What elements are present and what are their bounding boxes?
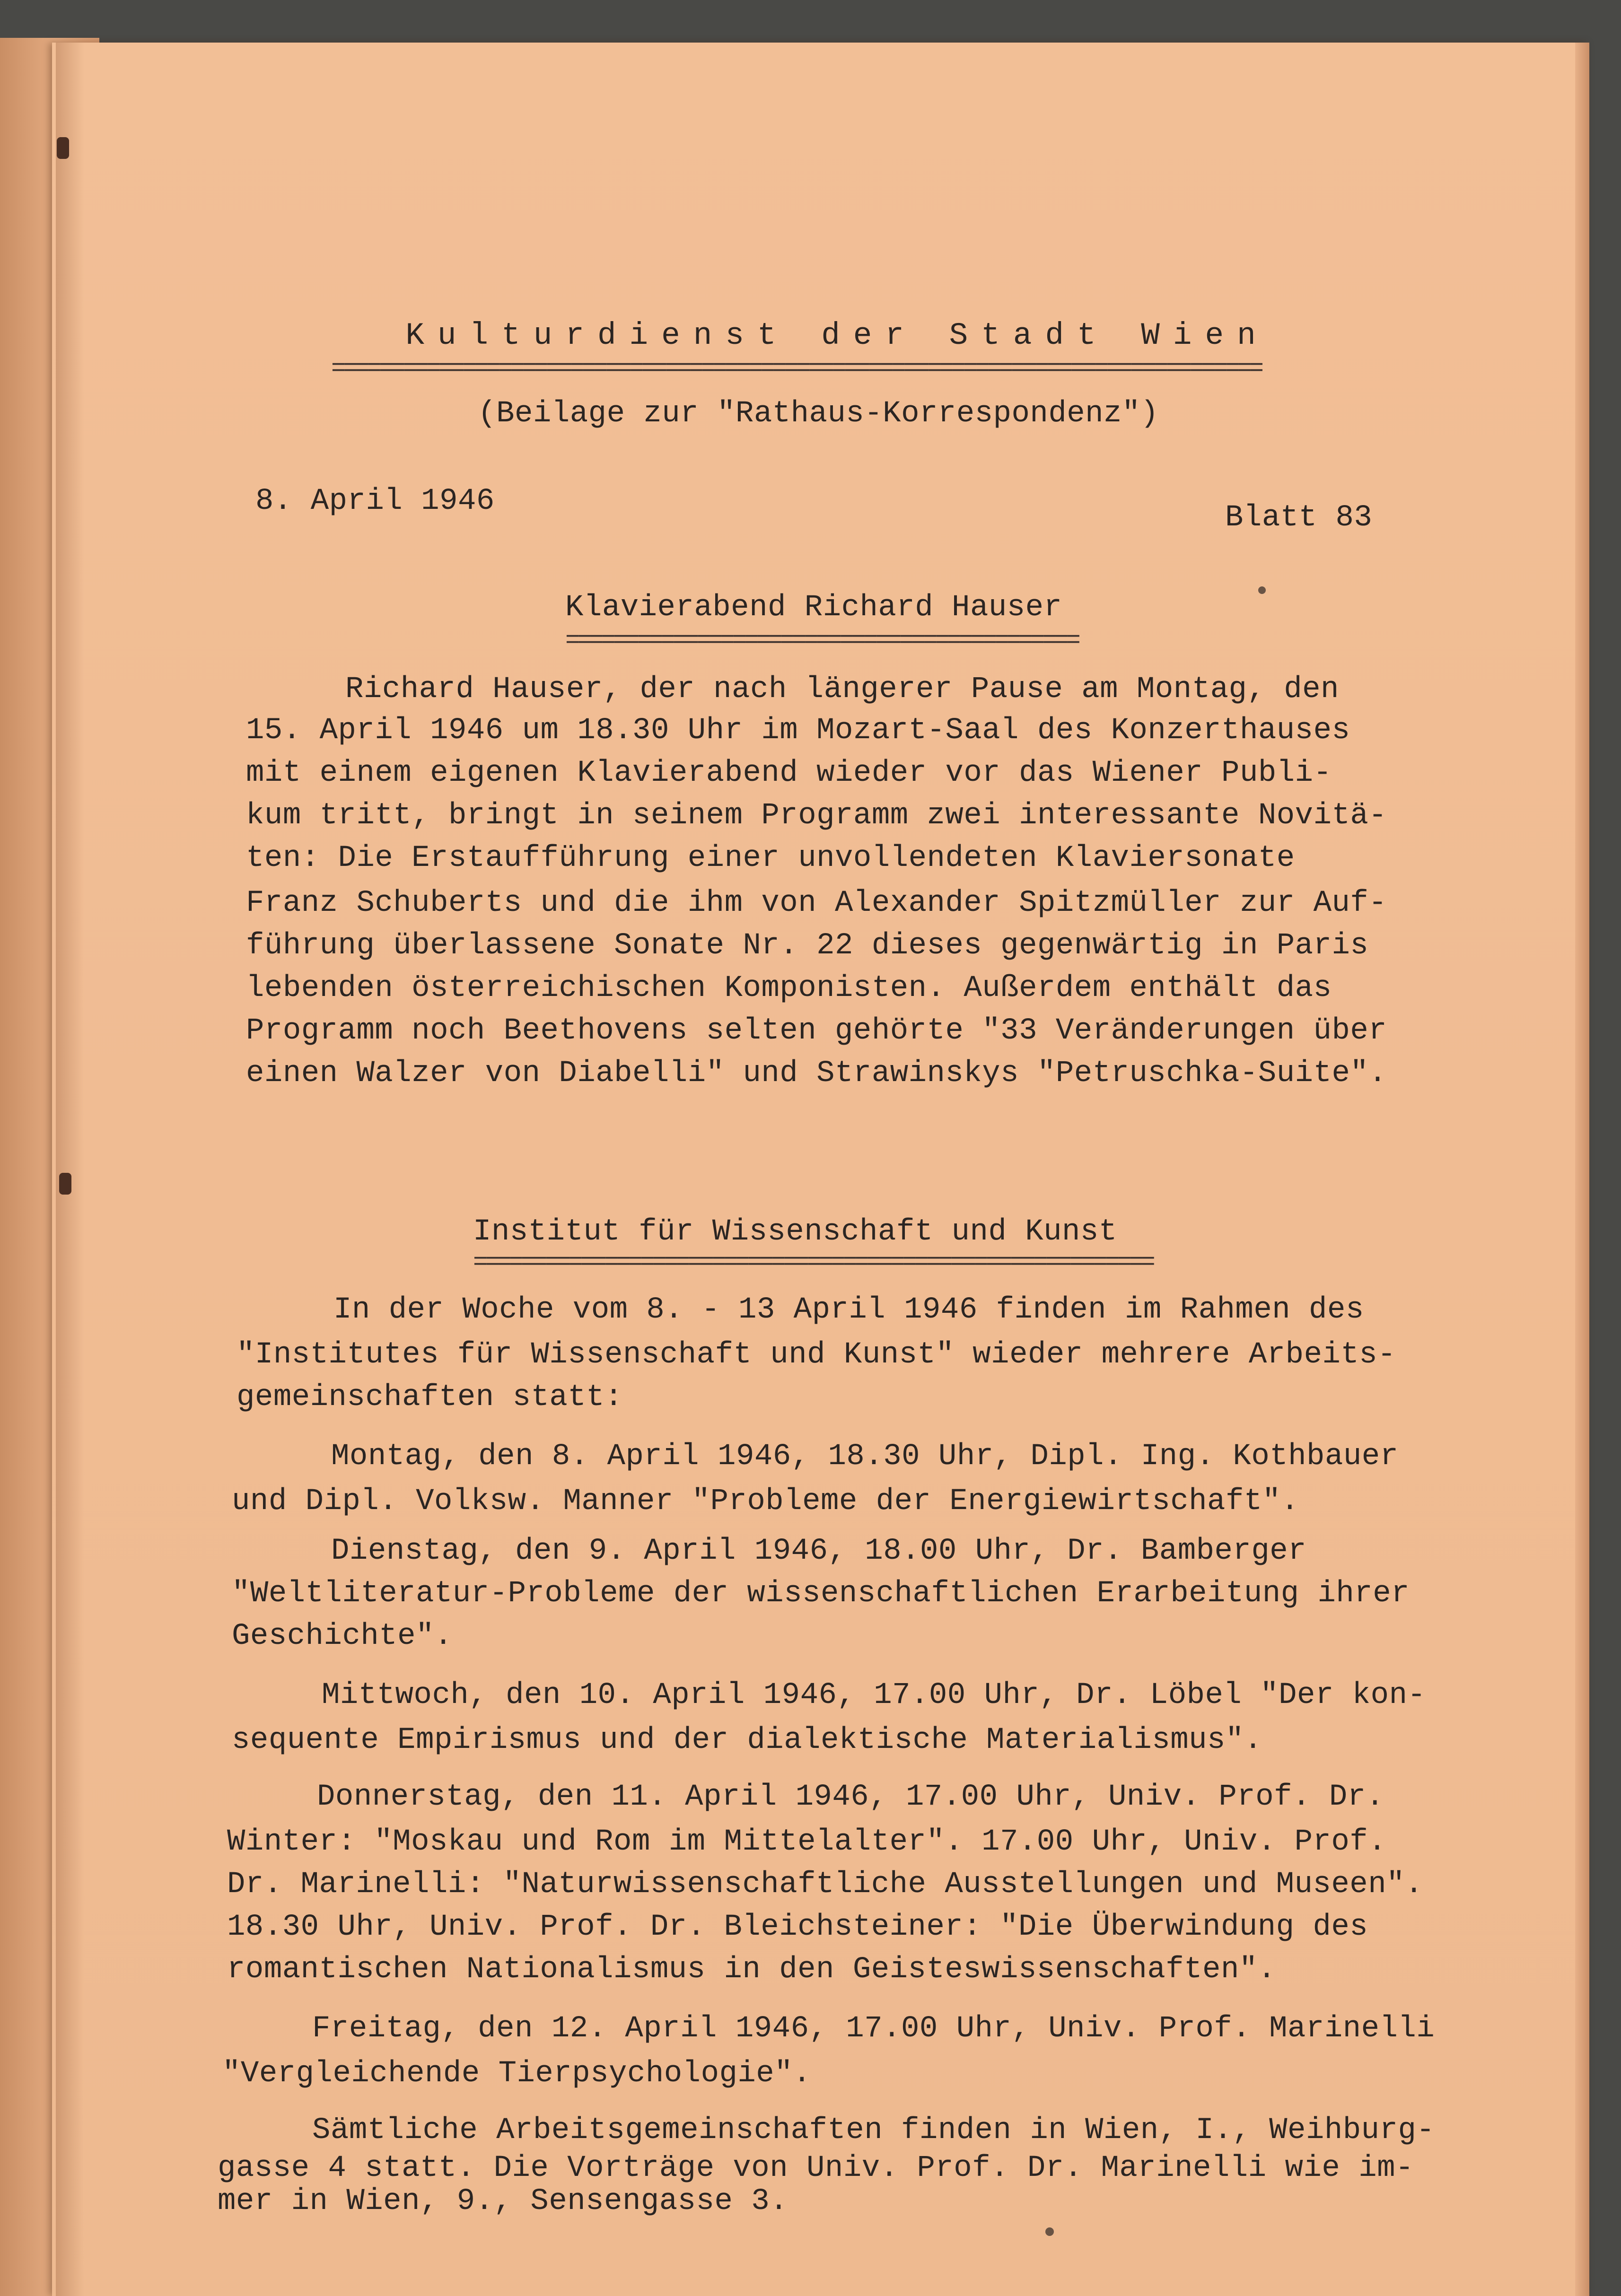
ink-spot [1045,2227,1054,2236]
paper-right-edge [1575,43,1589,2296]
masthead-title: Kulturdienst der Stadt Wien [405,318,1269,353]
article-line: In der Woche vom 8. - 13 April 1946 finden im Rahmen des [333,1293,1364,1327]
staple-hole [57,137,69,159]
article-line: Programm noch Beethovens selten gehörte "33 Veränderungen über [246,1014,1387,1048]
issue-date: 8. April 1946 [255,484,495,518]
article-line: Mittwoch, den 10. April 1946, 17.00 Uhr, Dr. Löbel "Der kon- [322,1678,1426,1712]
ink-spot [1258,586,1266,594]
article-line: mit einem eigenen Klavierabend wieder vor das Wiener Publi- [246,756,1332,790]
article-line: kum tritt, bringt in seinem Programm zwei interessante Novitä- [246,799,1387,833]
article-line: Winter: "Moskau und Rom im Mittelalter". 17.00 Uhr, Univ. Prof. [227,1825,1387,1859]
heading-underline: ========================================================= [473,1248,1153,1276]
article-line: mer in Wien, 9., Sensengasse 3. [218,2184,789,2218]
article-line: sequente Empirismus und der dialektische Materialismus". [232,1723,1262,1757]
article-line: Montag, den 8. April 1946, 18.30 Uhr, Dipl. Ing. Kothbauer [331,1440,1399,1474]
article-line: romantischen Nationalismus in den Geisteswissenschaften". [227,1953,1276,1987]
article-line: Dienstag, den 9. April 1946, 18.00 Uhr, Dr. Bamberger [331,1534,1307,1568]
article-line: 18.30 Uhr, Univ. Prof. Dr. Bleichsteiner: "Die Überwindung des [227,1910,1368,1944]
heading-underline: =========================================== [565,627,1078,655]
article-heading: Klavierabend Richard Hauser [565,591,1062,625]
article-line: Richard Hauser, der nach längerer Pause am Montag, den [345,672,1339,707]
article-line: Geschichte". [232,1619,453,1653]
article-line: einen Walzer von Diabelli" und Strawinskys "Petruschka-Suite". [246,1056,1387,1091]
staple-hole [59,1173,71,1195]
article-line: gemeinschaften statt: [237,1380,623,1414]
article-line: Dr. Marinelli: "Naturwissenschaftliche Ausstellungen und Museen". [227,1868,1423,1902]
article-line: lebenden österreichischen Komponisten. Außerdem enthält das [246,971,1332,1005]
binding-fold [56,43,84,2296]
article-line: und Dipl. Volksw. Manner "Probleme der Energiewirtschaft". [232,1484,1299,1519]
masthead-subtitle: (Beilage zur "Rathaus-Korrespondenz") [478,397,1159,431]
article-line: Sämtliche Arbeitsgemeinschaften finden in Wien, I., Weihburg- [312,2113,1435,2148]
article-line: 15. April 1946 um 18.30 Uhr im Mozart-Saal des Konzerthauses [246,714,1350,748]
article-line: Freitag, den 12. April 1946, 17.00 Uhr, Univ. Prof. Marinelli [312,2012,1435,2046]
masthead-underline: ============================================================================== [331,355,1261,383]
article-line: Franz Schuberts und die ihm von Alexander Spitzmüller zur Auf- [246,886,1387,920]
article-line: "Weltliteratur-Probleme der wissenschaftlichen Erarbeitung ihrer [232,1577,1410,1611]
article-line: ten: Die Erstaufführung einer unvollendeten Klaviersonate [246,841,1295,875]
article-line: "Vergleichende Tierpsychologie". [222,2057,811,2091]
article-line: gasse 4 statt. Die Vorträge von Univ. Prof. Dr. Marinelli wie im- [218,2151,1414,2185]
article-line: "Institutes für Wissenschaft und Kunst" wieder mehrere Arbeits- [237,1338,1396,1372]
article-line: Donnerstag, den 11. April 1946, 17.00 Uhr, Univ. Prof. Dr. [317,1780,1384,1814]
article-heading: Institut für Wissenschaft und Kunst [473,1215,1117,1249]
article-line: führung überlassene Sonate Nr. 22 dieses gegenwärtig in Paris [246,929,1369,963]
sheet-number: Blatt 83 [1225,501,1373,535]
